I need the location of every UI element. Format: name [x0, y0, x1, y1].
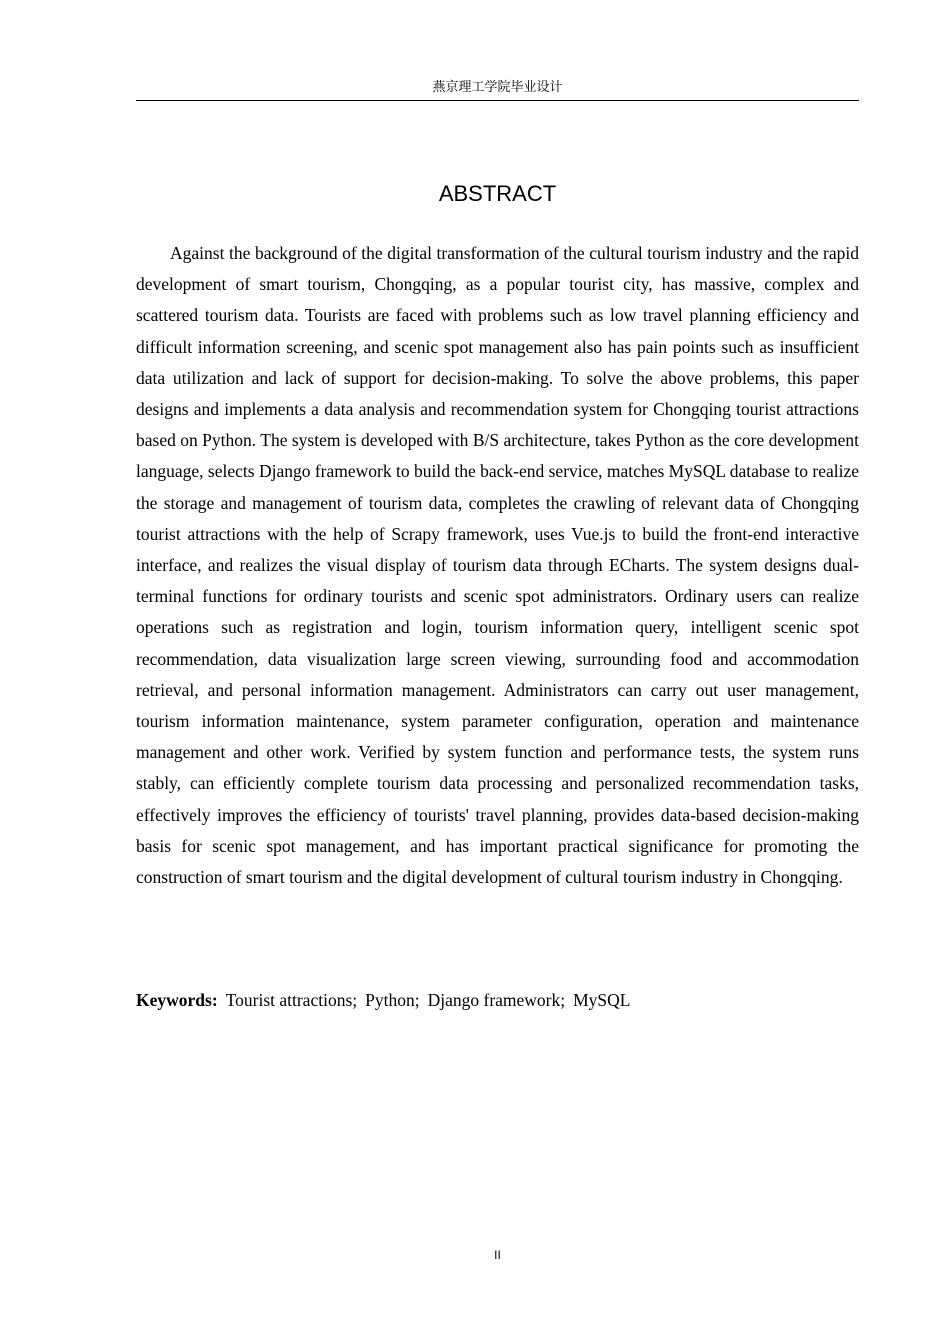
keyword-item: MySQL	[573, 990, 631, 1010]
keyword-item: Django framework;	[427, 990, 566, 1010]
keywords-label: Keywords:	[136, 990, 218, 1010]
abstract-title: ABSTRACT	[438, 181, 557, 206]
page-number: II	[494, 1248, 501, 1262]
keyword-item: Tourist attractions;	[225, 990, 358, 1010]
header-divider	[136, 100, 859, 101]
abstract-body: Against the background of the digital transformation of the cultural tourism industry and the rapid development of smart tourism, Chongqing, as a popular tourist city, has massive, complex and scattered tourism data. Tourists are faced with problems such as low travel planning efficiency and difficult information screening, and scenic spot management also has pain points such as insufficient data utilization and lack of support for decision-making. To solve the above problems, this paper designs and implements a data analysis and recommendation system for Chongqing tourist attractions based on Python. The system is developed with B/S architecture, takes Python as the core development language, selects Django framework to build the back-end service, matches MySQL database to realize the storage and management of tourism data, completes the crawling of relevant data of Chongqing tourist attractions with the help of Scrapy framework, uses Vue.js to build the front-end interactive interface, and realizes the visual display of tourism data through ECharts. The system designs dual-terminal functions for ordinary tourists and scenic spot administrators. Ordinary users can realize operations such as registration and login, tourism information query, intelligent scenic spot recommendation, data visualization large screen viewing, surrounding food and accommodation retrieval, and personal information management. Administrators can carry out user management, tourism information maintenance, system parameter configuration, operation and maintenance management and other work. Verified by system function and performance tests, the system runs stably, can efficiently complete tourism data processing and personalized recommendation tasks, effectively improves the efficiency of tourists' travel planning, provides data-based decision-making basis for scenic spot management, and has important practical significance for promoting the construction of smart tourism and the digital development of cultural tourism industry in Chongqing.	[136, 243, 859, 888]
keywords-line	[136, 986, 859, 1014]
keyword-item: Python;	[365, 990, 420, 1010]
running-header: 燕京理工学院毕业设计	[432, 80, 563, 95]
